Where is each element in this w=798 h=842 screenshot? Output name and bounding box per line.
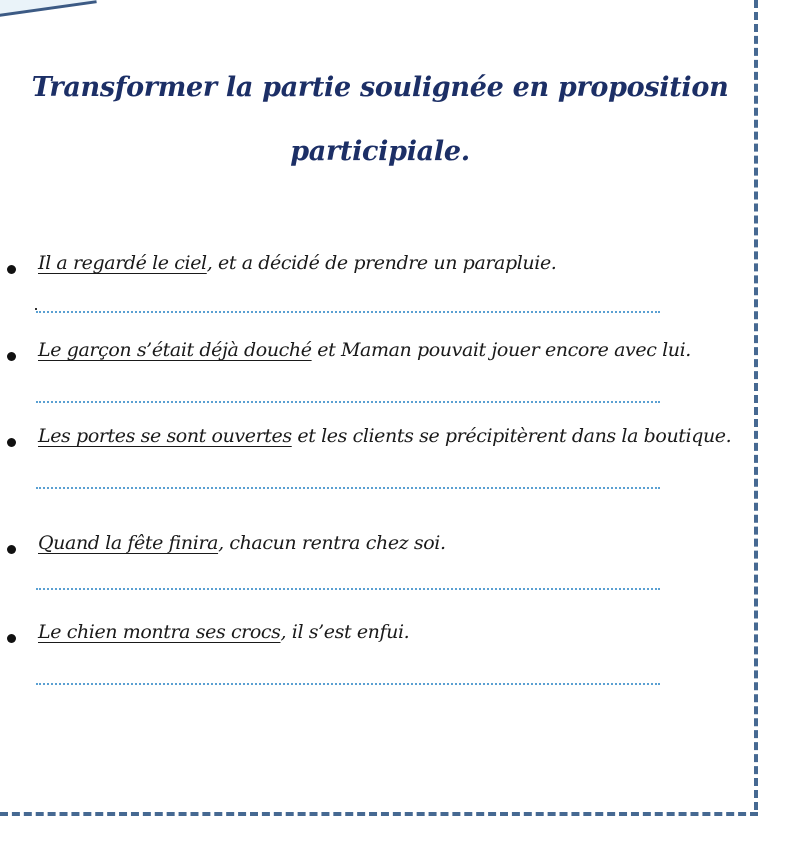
bullet-icon [7,352,16,361]
corner-decoration [0,0,97,21]
sentence [38,425,731,447]
answer-line[interactable] [36,401,660,403]
underlined-part: Le chien montra ses crocs [38,621,281,643]
underlined-part: Il a regardé le ciel [38,252,207,274]
answer-line[interactable] [36,588,660,590]
answer-line[interactable] [36,487,660,489]
sentence-rest: et les clients se précipitèrent dans la boutique. [291,425,732,447]
line-start-mark [35,308,37,310]
sentence [38,621,409,643]
sentence [38,252,556,274]
bullet-icon [7,545,16,554]
sentence-rest: , il s’est enfui. [280,621,410,643]
underlined-part: Quand la fête finira [38,532,219,554]
sentence-rest: et Maman pouvait jouer encore avec lui. [311,339,691,361]
answer-line[interactable] [36,683,660,685]
sentence [38,339,691,361]
sentence-rest: , chacun rentra chez soi. [218,532,446,554]
bullet-icon [7,438,16,447]
bullet-icon [7,634,16,643]
underlined-part: Les portes se sont ouvertes [38,425,292,447]
dashed-border-bottom [0,812,758,816]
answer-line[interactable] [36,311,660,313]
dashed-border-right [754,0,758,810]
instruction-title: Transformer la partie soulignée en proposition participiale. [31,72,729,167]
underlined-part: Le garçon s’était déjà douché [38,339,312,361]
bullet-icon [7,265,16,274]
sentence-rest: , et a décidé de prendre un parapluie. [206,252,557,274]
sentence [38,532,446,554]
